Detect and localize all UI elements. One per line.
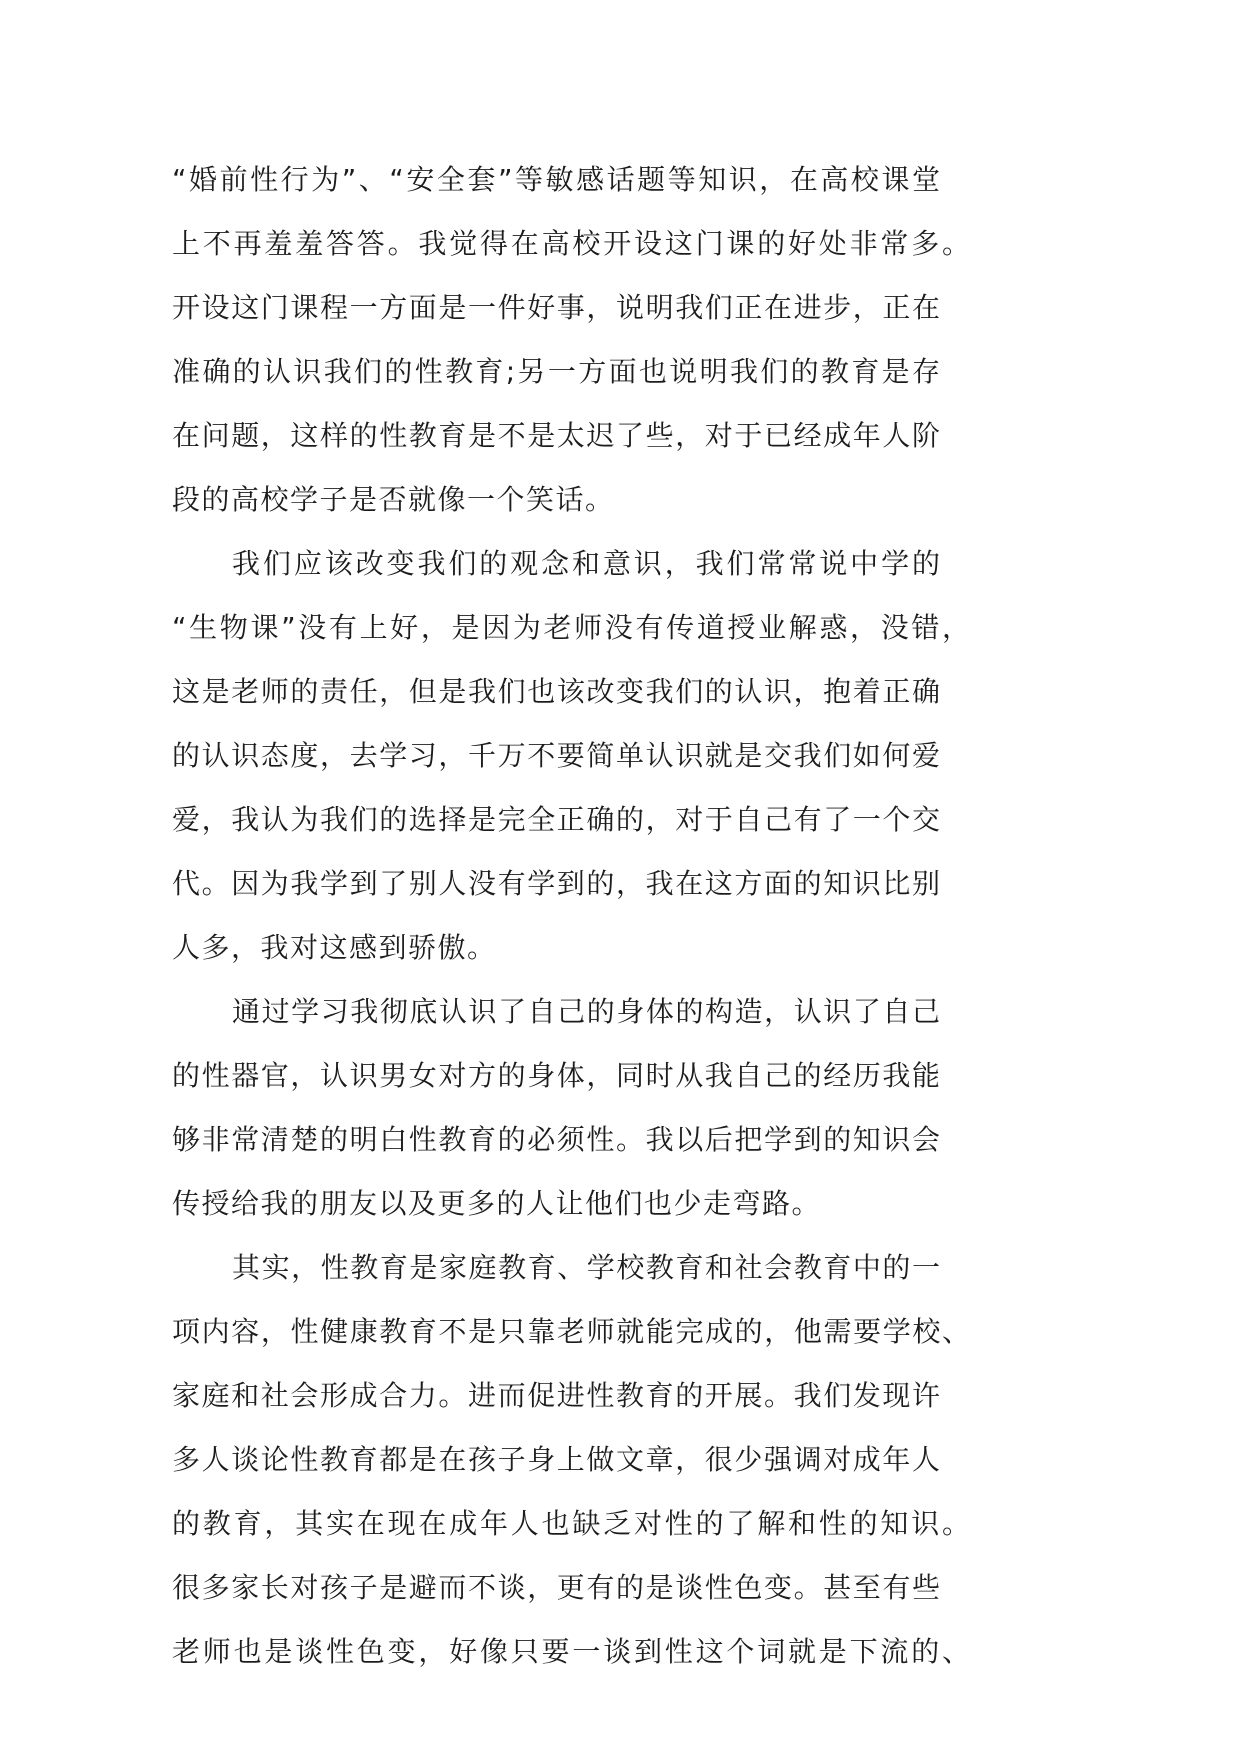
text-line: 爱，我认为我们的选择是完全正确的，对于自己有了一个交 [172, 803, 940, 836]
text-line: 准确的认识我们的性教育;另一方面也说明我们的教育是存 [172, 355, 940, 388]
text-line: 人多，我对这感到骄傲。 [172, 931, 497, 964]
text-line: 老师也是谈性色变，好像只要一谈到性这个词就是下流的、 [172, 1635, 970, 1668]
text-line: 的教育，其实在现在成年人也缺乏对性的了解和性的知识。 [172, 1507, 970, 1540]
paragraph-2 [172, 532, 992, 980]
text-line: 这是老师的责任，但是我们也该改变我们的认识，抱着正确 [172, 675, 940, 708]
text-line: 很多家长对孩子是避而不谈，更有的是谈性色变。甚至有些 [172, 1571, 940, 1604]
paragraph-1 [172, 148, 992, 532]
text-line: 段的高校学子是否就像一个笑话。 [172, 483, 615, 516]
text-line: 家庭和社会形成合力。进而促进性教育的开展。我们发现许 [172, 1379, 940, 1412]
text-line: 上不再羞羞答答。我觉得在高校开设这门课的好处非常多。 [172, 227, 970, 260]
text-line: 在问题，这样的性教育是不是太迟了些，对于已经成年人阶 [172, 419, 940, 452]
document-body [172, 148, 992, 1684]
text-line: 的认识态度，去学习，千万不要简单认识就是交我们如何爱 [172, 739, 940, 772]
text-line: 其实，性教育是家庭教育、学校教育和社会教育中的一 [232, 1251, 940, 1284]
paragraph-3 [172, 980, 992, 1236]
text-line: 项内容，性健康教育不是只靠老师就能完成的，他需要学校、 [172, 1315, 970, 1348]
text-line: 多人谈论性教育都是在孩子身上做文章，很少强调对成年人 [172, 1443, 940, 1476]
text-line: 代。因为我学到了别人没有学到的，我在这方面的知识比别 [172, 867, 940, 900]
paragraph-4 [172, 1236, 992, 1684]
text-line: “生物课”没有上好，是因为老师没有传道授业解惑，没错， [172, 611, 970, 644]
text-line: 够非常清楚的明白性教育的必须性。我以后把学到的知识会 [172, 1123, 940, 1156]
text-line: 的性器官，认识男女对方的身体，同时从我自己的经历我能 [172, 1059, 940, 1092]
text-line: 开设这门课程一方面是一件好事，说明我们正在进步，正在 [172, 291, 940, 324]
text-line: 通过学习我彻底认识了自己的身体的构造，认识了自己 [232, 995, 940, 1028]
text-line: “婚前性行为”、“安全套”等敏感话题等知识，在高校课堂 [172, 163, 940, 196]
text-line: 我们应该改变我们的观念和意识，我们常常说中学的 [232, 547, 940, 580]
text-line: 传授给我的朋友以及更多的人让他们也少走弯路。 [172, 1187, 822, 1220]
